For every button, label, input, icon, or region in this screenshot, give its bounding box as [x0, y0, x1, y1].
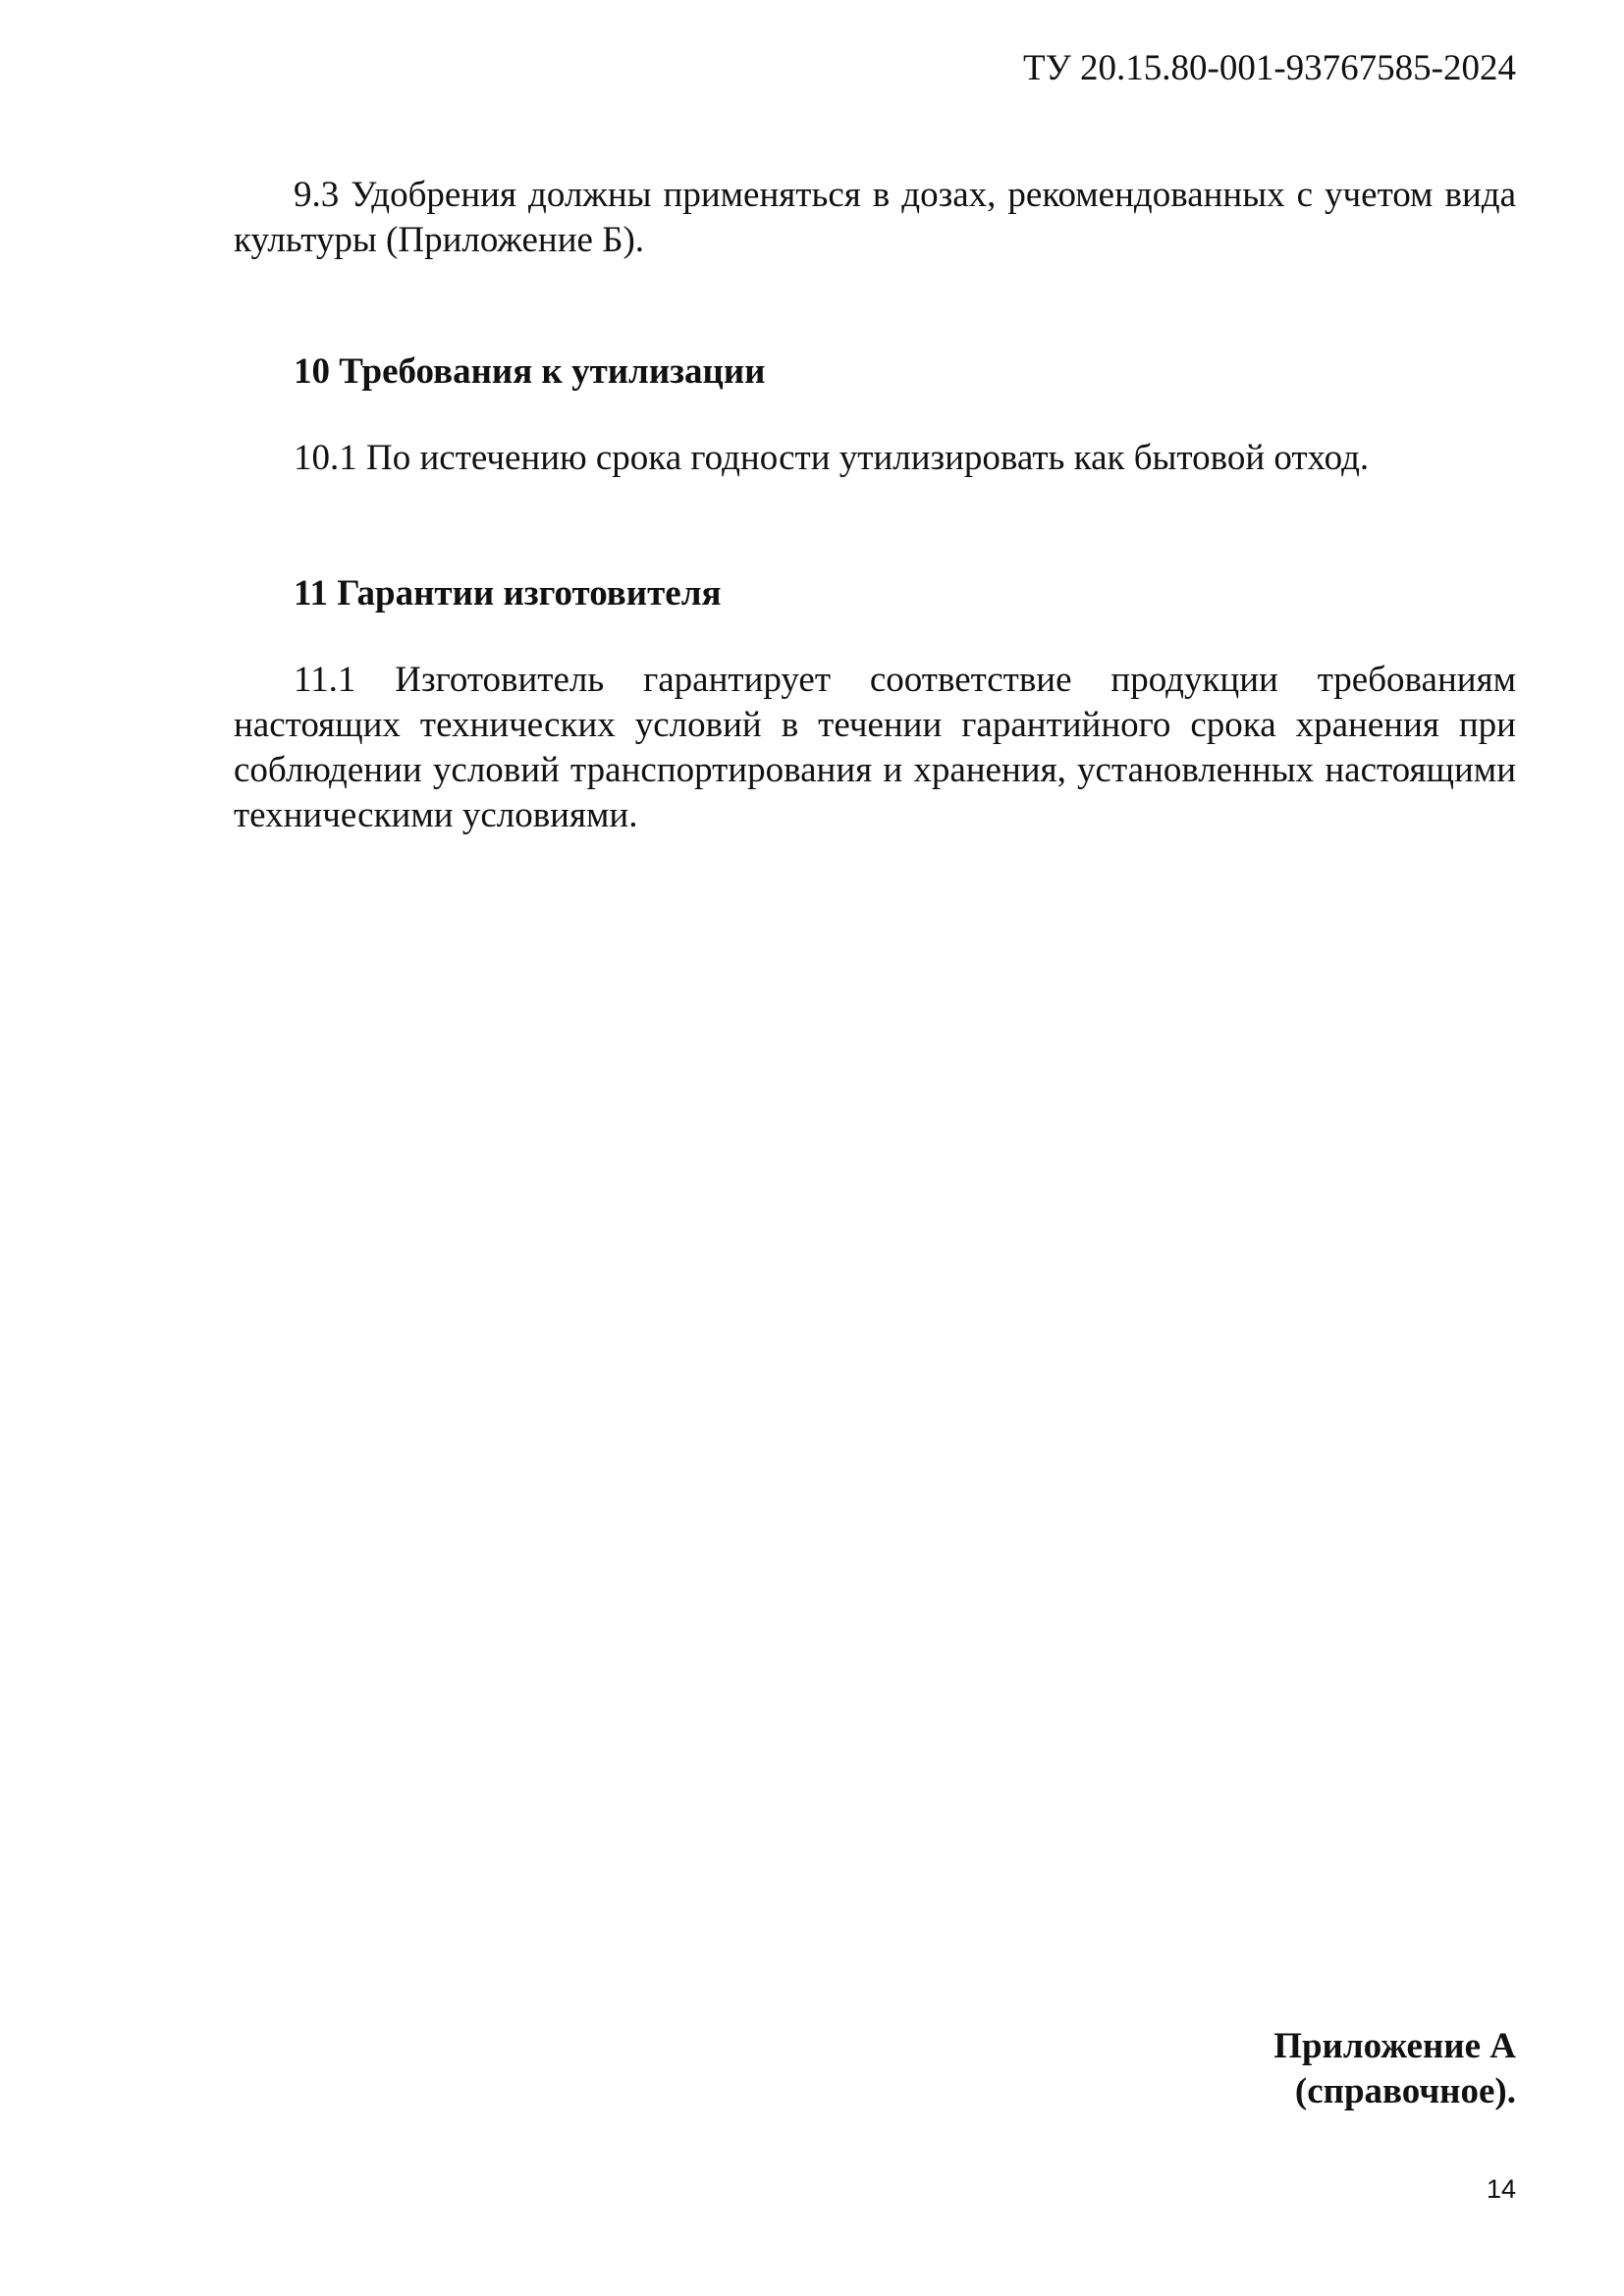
page-number: 14 — [1486, 2174, 1516, 2204]
paragraph-9-3: 9.3 Удобрения должны применяться в дозах, рекомендованных с учетом вида культуры (Приложение Б). — [234, 175, 1516, 260]
appendix-note: (справочное). — [1294, 2071, 1516, 2111]
document-code: ТУ 20.15.80-001-93767585-2024 — [1022, 48, 1516, 88]
paragraph-10-1: 10.1 По истечению срока годности утилизировать как бытовой отход. — [294, 438, 1370, 478]
appendix-title: Приложение А — [1273, 2026, 1516, 2066]
section-heading-11: 11 Гарантии изготовителя — [294, 573, 722, 614]
section-heading-10: 10 Требования к утилизации — [294, 351, 766, 392]
appendix-caption — [1273, 2024, 1516, 2114]
paragraph-11-1: 11.1 Изготовитель гарантирует соответствие продукции требованиям настоящих технических условий в течении гарантийного срока хранения при соблюдении условий транспортирования и хранения, установленных настоящими техническими условиями. — [234, 660, 1516, 835]
document-body — [234, 173, 1516, 838]
